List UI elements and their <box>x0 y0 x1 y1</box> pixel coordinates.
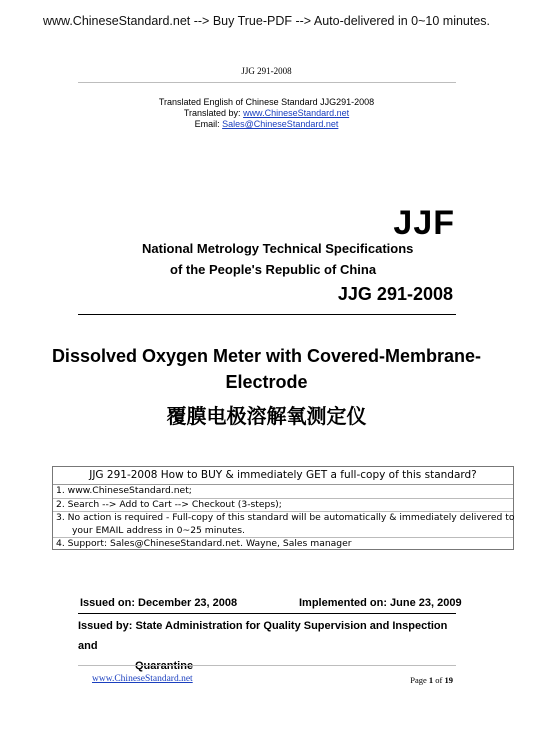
standard-code: JJG 291-2008 <box>337 284 453 304</box>
page-number <box>410 675 453 685</box>
email-link[interactable]: Sales@ChineseStandard.net <box>222 119 339 129</box>
buy-step-4: 4. Support: Sales@ChineseStandard.net. Wayne, Sales manager <box>56 538 352 550</box>
title-divider <box>78 314 456 315</box>
footer <box>92 674 193 684</box>
issue-divider <box>78 613 456 614</box>
translated-by <box>0 108 533 119</box>
email-line <box>0 119 533 130</box>
implemented-on: Implemented on: June 23, 2009 <box>299 597 462 609</box>
issued-by-line-2: Quarantine <box>135 660 194 672</box>
issued-by-line-1: Issued by: State Administration for Quality Supervision and Inspection and <box>78 620 448 652</box>
title-line-1: Dissolved Oxygen Meter with Covered-Membrane- <box>51 346 482 366</box>
buy-step-3 <box>53 512 513 538</box>
issued-by <box>78 616 458 676</box>
org-line-1: National Metrology Technical Specifications <box>142 241 414 256</box>
buy-step-2: 2. Search --> Add to Cart --> Checkout (3-steps); <box>53 499 513 513</box>
buy-box-heading: JJG 291-2008 How to BUY & immediately GET a full-copy of this standard? <box>53 467 513 485</box>
page-current: 1 <box>428 675 434 685</box>
top-banner: www.ChineseStandard.net --> Buy True-PDF --> Auto-delivered in 0~10 minutes. <box>42 14 491 28</box>
title-chinese: 覆膜电极溶解氧测定仪 <box>166 404 367 428</box>
page-total: 19 <box>444 675 453 685</box>
buy-step-1: 1. www.ChineseStandard.net; <box>53 485 513 499</box>
translation-line: Translated English of Chinese Standard JJG291-2008 <box>158 97 375 107</box>
translated-by-label: Translated by: <box>183 108 244 118</box>
footer-link[interactable]: www.ChineseStandard.net <box>92 674 193 684</box>
title-line-2: Electrode <box>225 372 308 392</box>
page-prefix: Page <box>410 675 429 685</box>
page-mid: of <box>433 675 445 685</box>
translated-by-link[interactable]: www.ChineseStandard.net <box>243 108 350 118</box>
buy-instructions-box <box>52 466 514 550</box>
buy-step-3-line-2: your EMAIL address in 0~25 minutes. <box>72 524 245 536</box>
email-label: Email: <box>194 119 223 129</box>
footer-divider <box>78 665 456 666</box>
buy-step-3-line-1: 3. No action is required - Full-copy of this standard will be automatically & immediately delivered to <box>56 512 515 524</box>
issued-on: Issued on: December 23, 2008 <box>80 597 238 609</box>
series-code: JJF <box>393 204 455 242</box>
org-line-2: of the People's Republic of China <box>170 262 377 277</box>
running-header: JJG 291-2008 <box>241 66 292 76</box>
header-divider <box>78 82 456 83</box>
